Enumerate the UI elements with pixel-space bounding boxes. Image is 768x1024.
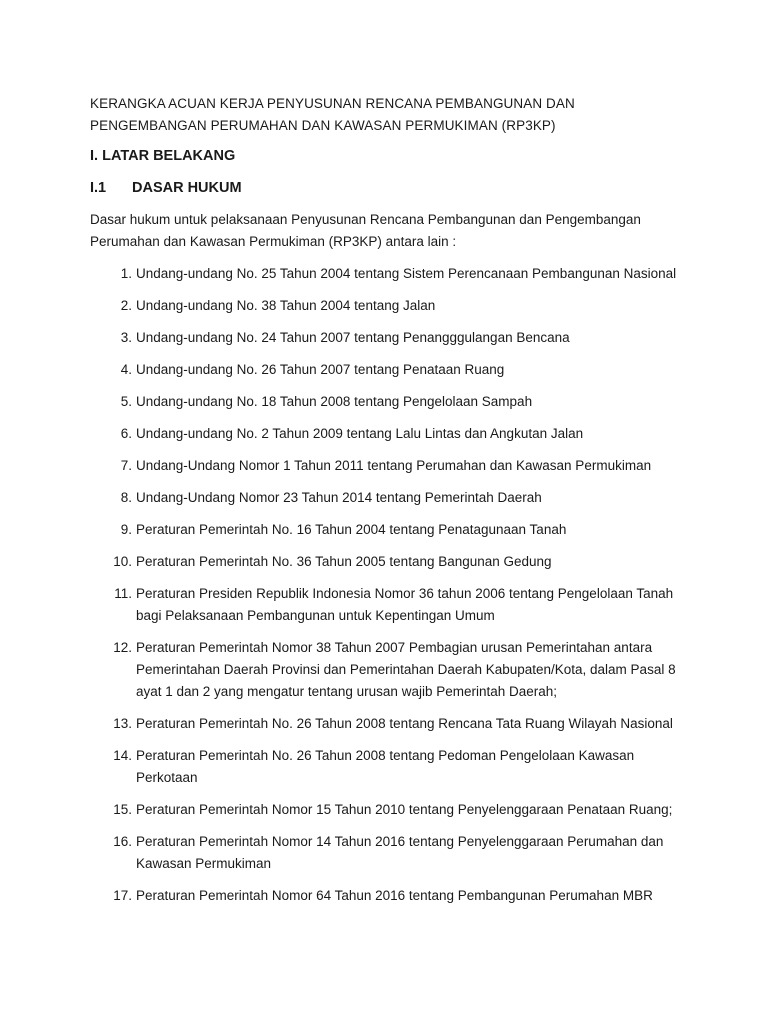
list-item-number: 10. — [113, 554, 132, 569]
legal-basis-list — [90, 263, 690, 907]
list-item — [90, 637, 690, 703]
list-item-number: 1. — [120, 266, 132, 281]
list-item — [90, 885, 690, 907]
list-item-number: 11. — [114, 586, 132, 601]
list-item-number: 16. — [113, 834, 132, 849]
list-item — [90, 455, 690, 477]
list-item-number: 9. — [120, 522, 132, 537]
list-item-text: Undang-undang No. 26 Tahun 2007 tentang Penataan Ruang — [136, 362, 505, 377]
list-item — [90, 831, 690, 875]
list-item — [90, 487, 690, 509]
list-item-text: Undang-undang No. 38 Tahun 2004 tentang Jalan — [136, 298, 436, 313]
list-item — [90, 327, 690, 349]
list-item — [90, 551, 690, 573]
list-item — [90, 359, 690, 381]
list-item-number: 13. — [113, 716, 132, 731]
list-item-text: Peraturan Presiden Republik Indonesia Nomor 36 tahun 2006 tentang Pengelolaan Tanah bagi Pelaksanaan Pembangunan untuk Kepentingan Umum — [136, 586, 674, 623]
list-item-number: 12. — [113, 640, 132, 655]
list-item-text: Peraturan Pemerintah No. 26 Tahun 2008 tentang Rencana Tata Ruang Wilayah Nasional — [136, 716, 673, 731]
list-item — [90, 745, 690, 789]
subsection-number: I.1 — [90, 180, 107, 196]
list-item — [90, 295, 690, 317]
subsection-heading — [90, 177, 690, 199]
list-item-text: Peraturan Pemerintah Nomor 64 Tahun 2016 tentang Pembangunan Perumahan MBR — [136, 888, 653, 903]
list-item — [90, 423, 690, 445]
list-item-text: Peraturan Pemerintah Nomor 15 Tahun 2010 tentang Penyelenggaraan Penataan Ruang; — [136, 802, 673, 817]
list-item-number: 8. — [120, 490, 132, 505]
list-item-text: Undang-undang No. 18 Tahun 2008 tentang Pengelolaan Sampah — [136, 394, 533, 409]
list-item-text: Peraturan Pemerintah No. 36 Tahun 2005 tentang Bangunan Gedung — [136, 554, 552, 569]
intro-paragraph: Dasar hukum untuk pelaksanaan Penyusunan Rencana Pembangunan dan Pengembangan Perumahan dan Kawasan Permukiman (RP3KP) antara lain : — [90, 212, 641, 249]
list-item-number: 5. — [120, 394, 132, 409]
section-heading: I. LATAR BELAKANG — [90, 148, 236, 164]
list-item-text: Undang-Undang Nomor 23 Tahun 2014 tentang Pemerintah Daerah — [136, 490, 542, 505]
list-item — [90, 713, 690, 735]
list-item — [90, 391, 690, 413]
document-title: KERANGKA ACUAN KERJA PENYUSUNAN RENCANA PEMBANGUNAN DAN PENGEMBANGAN PERUMAHAN DAN KAWASAN PERMUKIMAN (RP3KP) — [90, 96, 575, 133]
list-item-text: Peraturan Pemerintah No. 26 Tahun 2008 tentang Pedoman Pengelolaan Kawasan Perkotaan — [136, 748, 635, 785]
list-item-text: Peraturan Pemerintah Nomor 38 Tahun 2007 Pembagian urusan Pemerintahan antara Pemerintahan Daerah Provinsi dan Pemerintahan Daerah Kabupaten/Kota, dalam Pasal 8 ayat 1 dan 2 yang mengatur tentang urusan wajib Pemerintah Daerah; — [136, 640, 676, 699]
list-item — [90, 263, 690, 285]
list-item — [90, 583, 690, 627]
list-item-text: Peraturan Pemerintah No. 16 Tahun 2004 tentang Penatagunaan Tanah — [136, 522, 567, 537]
list-item — [90, 799, 690, 821]
list-item-number: 15. — [113, 802, 132, 817]
subsection-title: DASAR HUKUM — [132, 180, 242, 196]
list-item-number: 17. — [113, 888, 132, 903]
list-item-text: Undang-undang No. 2 Tahun 2009 tentang Lalu Lintas dan Angkutan Jalan — [136, 426, 584, 441]
list-item-number: 2. — [120, 298, 132, 313]
list-item-number: 3. — [120, 330, 132, 345]
list-item-text: Undang-undang No. 24 Tahun 2007 tentang Penangggulangan Bencana — [136, 330, 570, 345]
document-page — [90, 93, 690, 917]
list-item-number: 7. — [120, 458, 132, 473]
list-item-text: Peraturan Pemerintah Nomor 14 Tahun 2016 tentang Penyelenggaraan Perumahan dan Kawasan Permukiman — [136, 834, 664, 871]
list-item-text: Undang-Undang Nomor 1 Tahun 2011 tentang Perumahan dan Kawasan Permukiman — [136, 458, 652, 473]
list-item-number: 14. — [113, 748, 132, 763]
list-item-text: Undang-undang No. 25 Tahun 2004 tentang Sistem Perencanaan Pembangunan Nasional — [136, 266, 677, 281]
list-item — [90, 519, 690, 541]
list-item-number: 6. — [120, 426, 132, 441]
list-item-number: 4. — [120, 362, 132, 377]
